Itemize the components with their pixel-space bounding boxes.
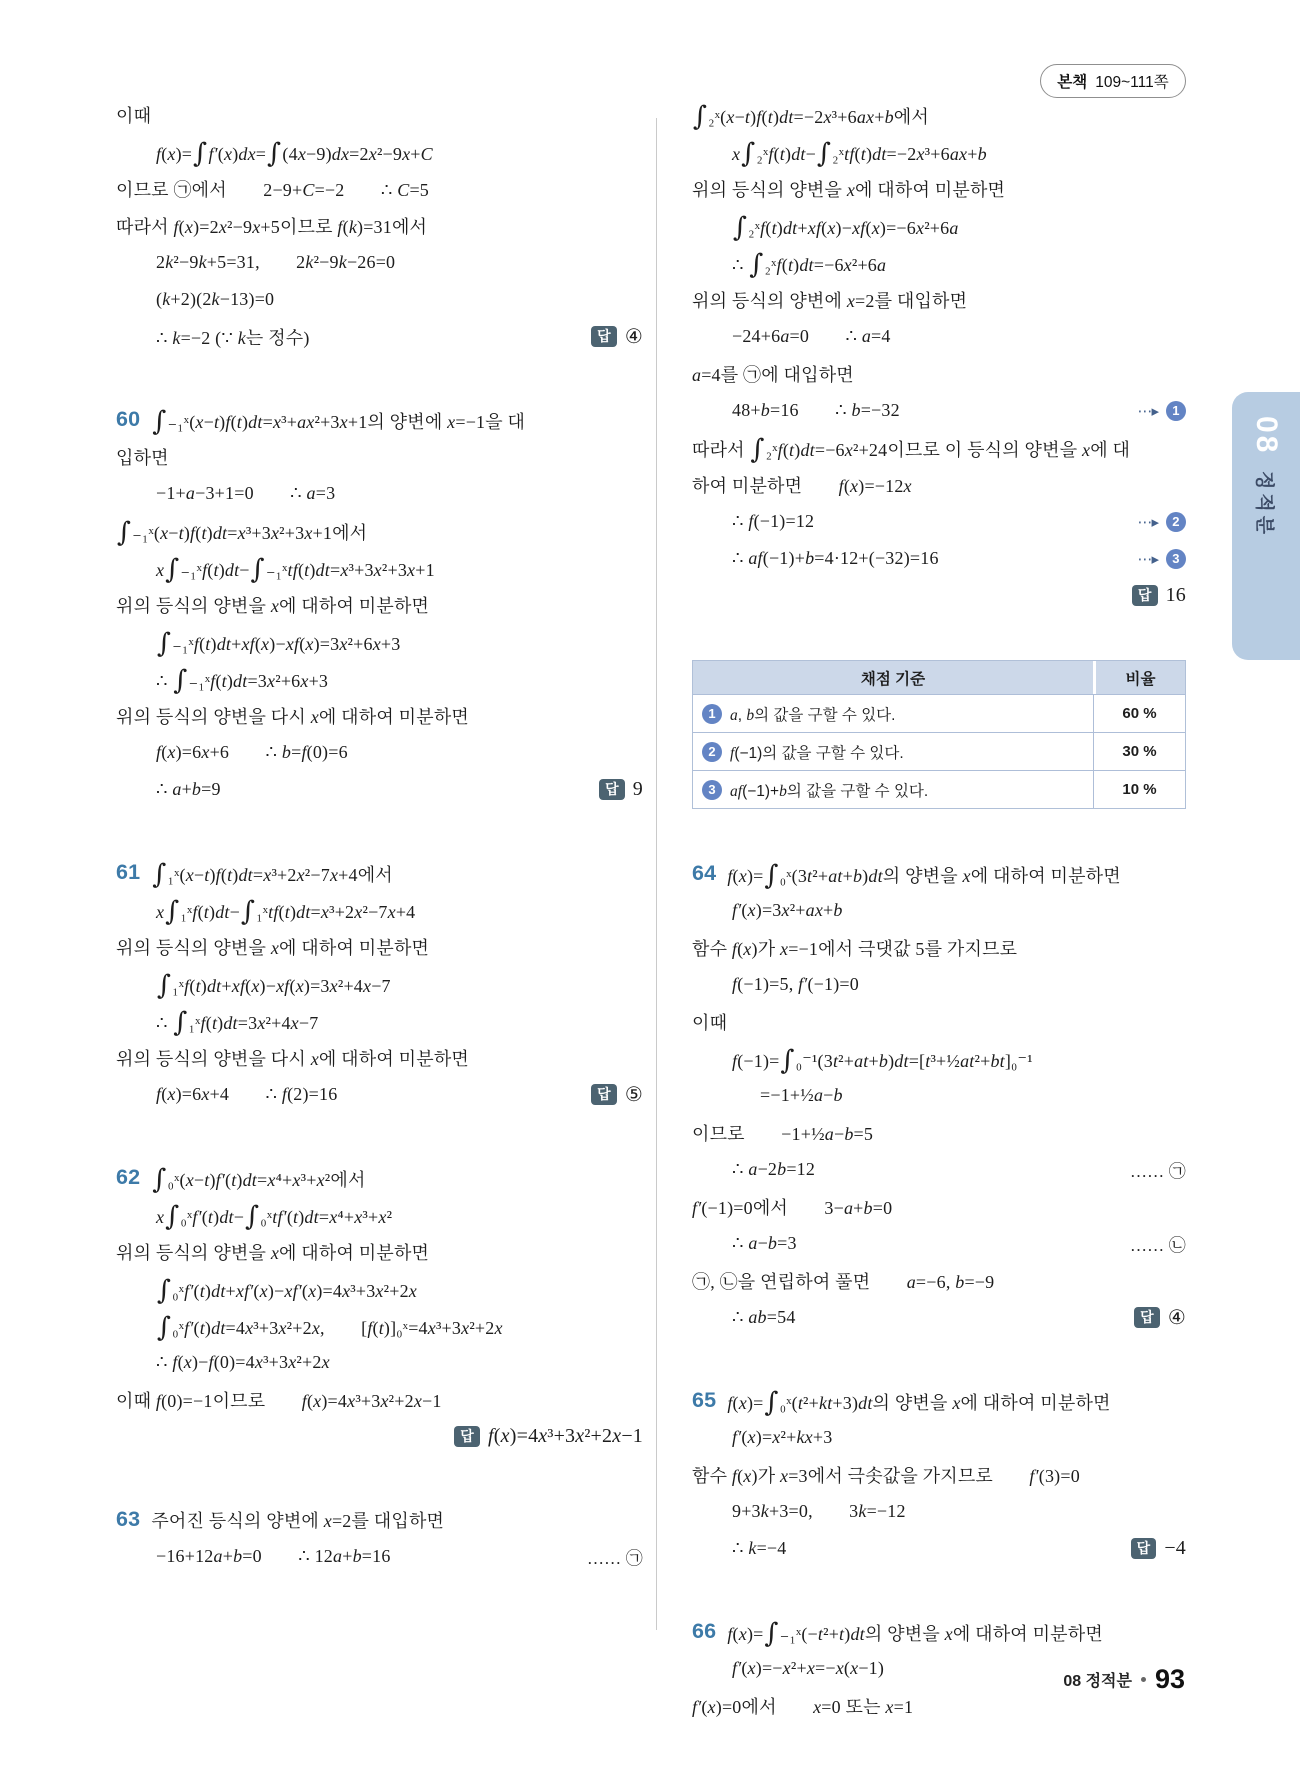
line-text: a=4를 ㉠에 대입하면	[692, 364, 854, 385]
line-text: ∫₁ˣ(x−t)f(t)dt=x³+2x²−7x+4에서	[152, 858, 393, 890]
solution-line	[692, 355, 1186, 392]
solution-block-64	[692, 855, 1186, 1336]
integral-sign: ∫	[764, 859, 779, 891]
answer-value: 16	[1165, 584, 1186, 606]
integral-sign: ∫	[157, 970, 172, 1001]
solution-line	[692, 1299, 1186, 1336]
solution-line	[692, 892, 1186, 929]
solution-line	[116, 771, 643, 808]
solution-line	[116, 1039, 643, 1076]
solution-line	[116, 1307, 643, 1344]
line-text: ∴ ∫₂ˣf(t)dt=−6x²+6a	[732, 249, 887, 280]
line-text: ∴ a−2b=12	[732, 1159, 816, 1179]
answer-value: −4	[1164, 1537, 1186, 1559]
line-text: 따라서 ∫₂ˣf(t)dt=−6x²+24이므로 이 등식의 양변을 x에 대	[692, 433, 1131, 465]
integral-sign: ∫	[117, 516, 132, 548]
line-tail	[1125, 512, 1186, 532]
integral-sign: ∫	[250, 554, 265, 585]
grading-criteria-table	[692, 660, 1186, 809]
line-text: f′(x)=3x²+ax+b	[732, 900, 843, 920]
grading-table-row	[693, 770, 1185, 808]
integral-sign: ∫	[157, 1275, 172, 1306]
step-number-marker: 1	[1166, 401, 1186, 421]
badge-book-label: 본책	[1057, 74, 1088, 91]
answer-value: ④	[1167, 1307, 1186, 1329]
line-text: −16+12a+b=0 ∴ 12a+b=16	[156, 1546, 391, 1566]
solution-line	[692, 133, 1186, 170]
line-text: ∫₋₁ˣf(t)dt+xf(x)−xf(x)=3x²+6x+3	[157, 628, 401, 659]
grading-table-row	[693, 694, 1185, 732]
equation-ref-marker: …… ㉠	[586, 1549, 643, 1568]
answer-badge: 답	[591, 326, 617, 348]
line-text: ∴ ab=54	[732, 1307, 796, 1327]
line-text: 입하면	[116, 447, 169, 468]
integral-sign: ∫	[165, 896, 180, 927]
solution-block-65	[692, 1382, 1186, 1567]
solution-line	[116, 1076, 643, 1113]
integral-sign: ∫	[152, 858, 167, 890]
line-tail	[1118, 1157, 1186, 1182]
line-text: 위의 등식의 양변을 다시 x에 대하여 미분하면	[116, 1048, 469, 1069]
solution-line	[116, 623, 643, 660]
line-text: 위의 등식의 양변을 x에 대하여 미분하면	[116, 595, 430, 616]
solution-line	[116, 891, 643, 928]
line-text: ∴ k=−4	[732, 1538, 787, 1558]
integral-sign: ∫	[152, 405, 167, 437]
line-text: 위의 등식의 양변을 x에 대하여 미분하면	[116, 1242, 430, 1263]
integral-sign: ∫	[741, 138, 756, 169]
solution-line	[116, 244, 643, 281]
line-text: 48+b=16 ∴ b=−32	[732, 400, 900, 420]
column-divider	[656, 118, 657, 1630]
solution-line	[692, 392, 1186, 429]
line-text: x∫₁ˣf(t)dt−∫₁ˣtf(t)dt=x³+2x²−7x+4	[156, 896, 416, 927]
integral-sign: ∫	[780, 1045, 795, 1076]
line-text: ∴ k=−2 (∵ k는 정수)	[156, 327, 310, 348]
line-text: f(−1)=5, f′(−1)=0	[732, 974, 859, 994]
grading-row-ratio: 30 %	[1093, 733, 1185, 770]
line-text: 9+3k+3=0, 3k=−12	[732, 1501, 906, 1521]
integral-sign: ∫	[165, 1201, 180, 1232]
line-text: ∴ a+b=9	[156, 779, 221, 799]
solution-line	[692, 1456, 1186, 1493]
solution-line	[692, 207, 1186, 244]
solution-line	[116, 96, 643, 133]
integral-sign: ∫	[157, 1312, 172, 1343]
integral-sign: ∫	[764, 1386, 779, 1418]
line-text: 이때	[116, 105, 152, 126]
solution-line	[116, 854, 643, 891]
problem-number: 63	[116, 1507, 141, 1531]
solution-line	[692, 1613, 1186, 1650]
line-text: 주어진 등식의 양변에 x=2를 대입하면	[151, 1510, 445, 1531]
line-text: 위의 등식의 양변을 다시 x에 대하여 미분하면	[116, 706, 469, 727]
line-text: ∴ f(−1)=12	[732, 511, 815, 531]
solution-line	[116, 1381, 643, 1418]
chapter-side-tab	[1232, 392, 1300, 660]
solution-line	[116, 928, 643, 965]
solution-line	[116, 207, 643, 244]
solution-line	[116, 170, 643, 207]
grading-table-header	[693, 661, 1185, 694]
line-text: ∫₁ˣf(t)dt+xf(x)−xf(x)=3x²+4x−7	[157, 970, 391, 1001]
integral-sign: ∫	[733, 212, 748, 243]
line-tail	[1120, 584, 1186, 607]
problem-number: 64	[692, 861, 717, 885]
grading-header-criteria: 채점 기준	[860, 670, 926, 688]
grading-row-ratio: 10 %	[1093, 771, 1185, 808]
line-text: 이므로 −1+½a−b=5	[692, 1123, 874, 1144]
grading-row-text: af(−1)+b의 값을 구할 수 있다.	[730, 782, 929, 800]
line-text: x∫₀ˣf′(t)dt−∫₀ˣtf′(t)dt=x⁴+x³+x²	[156, 1201, 393, 1232]
solution-line	[116, 438, 643, 475]
grading-row-text: a, b의 값을 구할 수 있다.	[730, 706, 896, 724]
line-text: ∴ ∫₁ˣf(t)dt=3x²+4x−7	[156, 1007, 319, 1038]
solution-line	[692, 1382, 1186, 1419]
answer-badge: 답	[599, 779, 625, 801]
grading-row-text: f(−1)의 값을 구할 수 있다.	[730, 744, 904, 762]
solution-block-continued	[692, 96, 1186, 614]
solution-line	[116, 1418, 643, 1455]
line-tail	[587, 778, 643, 801]
chapter-title: 정적분	[1253, 471, 1275, 539]
solution-line	[692, 503, 1186, 540]
solution-line	[116, 1196, 643, 1233]
line-text: ∫₀ˣf′(t)dt=4x³+3x²+2x, [f(t)]₀ˣ=4x³+3x²+2x	[157, 1312, 503, 1343]
integral-sign: ∫	[165, 554, 180, 585]
solution-line	[692, 966, 1186, 1003]
line-text: ∫₋₁ˣ(x−t)f(t)dt=x³+3x²+3x+1에서	[117, 516, 368, 548]
solution-line	[116, 1233, 643, 1270]
solution-line	[116, 586, 643, 623]
solution-line	[116, 734, 643, 771]
solution-line	[692, 855, 1186, 892]
equation-ref-marker: …… ㉡	[1129, 1236, 1186, 1255]
line-text: 따라서 f(x)=2x²−9x+5이므로 f(k)=31에서	[116, 216, 428, 237]
line-text: f′(x)=0에서 x=0 또는 x=1	[692, 1696, 914, 1717]
line-text: ∫₋₁ˣ(x−t)f(t)dt=x³+ax²+3x+1의 양변에 x=−1을 대	[152, 405, 526, 437]
line-text: f(x)=∫f′(x)dx=∫(4x−9)dx=2x²−9x+C	[156, 138, 433, 169]
solution-block-continued	[116, 96, 643, 355]
chapter-number: 08	[1250, 416, 1283, 456]
solution-line	[116, 401, 643, 438]
problem-number: 66	[692, 1619, 717, 1643]
line-text: ∴ ∫₋₁ˣf(t)dt=3x²+6x+3	[156, 665, 329, 696]
line-text: 이때	[692, 1012, 728, 1033]
grading-row-criteria	[693, 695, 1093, 732]
grading-row-ratio: 60 %	[1093, 695, 1185, 732]
solution-block-61	[116, 854, 643, 1113]
line-tail	[579, 324, 643, 349]
problem-number: 60	[116, 407, 141, 431]
solution-line	[692, 281, 1186, 318]
step-number-marker: 2	[1166, 512, 1186, 532]
solution-line	[692, 1114, 1186, 1151]
answer-value: ⑤	[624, 1084, 643, 1106]
grading-row-criteria	[693, 771, 1093, 808]
integral-sign: ∫	[157, 628, 172, 659]
solution-line	[692, 1419, 1186, 1456]
step-arrow-icon: ⋯▸	[1137, 549, 1158, 568]
line-text: 이므로 ㉠에서 2−9+C=−2 ∴ C=5	[116, 179, 429, 200]
line-text: 이때 f(0)=−1이므로 f(x)=4x³+3x²+2x−1	[116, 1390, 442, 1411]
line-tail	[1125, 549, 1186, 569]
answer-badge: 답	[1134, 1307, 1160, 1329]
line-text: 하여 미분하면 f(x)=−12x	[692, 475, 912, 496]
solution-line	[116, 512, 643, 549]
grading-row-criteria	[693, 733, 1093, 770]
solution-line	[692, 577, 1186, 614]
line-text: 위의 등식의 양변에 x=2를 대입하면	[692, 290, 968, 311]
integral-sign: ∫	[693, 100, 708, 132]
integral-sign: ∫	[152, 1163, 167, 1195]
left-column	[116, 96, 643, 1621]
integral-sign: ∫	[245, 1201, 260, 1232]
grading-table-block	[692, 660, 1186, 809]
problem-number: 62	[116, 1165, 141, 1189]
solution-line	[116, 660, 643, 697]
integral-sign: ∫	[750, 433, 765, 465]
solution-line	[692, 540, 1186, 577]
page-footer	[1063, 1666, 1185, 1693]
right-column	[692, 96, 1186, 1770]
line-text: x∫₋₁ˣf(t)dt−∫₋₁ˣtf(t)dt=x³+3x²+3x+1	[156, 554, 435, 585]
solution-line	[116, 1538, 643, 1575]
solution-line	[116, 1159, 643, 1196]
grading-table-row	[693, 732, 1185, 770]
problem-number: 65	[692, 1388, 717, 1412]
solution-line	[692, 170, 1186, 207]
integral-sign: ∫	[764, 1617, 779, 1649]
integral-sign: ∫	[193, 138, 208, 169]
line-text: 함수 f(x)가 x=3에서 극솟값을 가지므로 f′(3)=0	[692, 1465, 1080, 1486]
line-text: f(x)=∫₋₁ˣ(−t²+t)dt의 양변을 x에 대하여 미분하면	[727, 1617, 1103, 1649]
answer-badge: 답	[1131, 1538, 1157, 1560]
integral-sign: ∫	[267, 138, 282, 169]
line-text: ∴ af(−1)+b=4·12+(−32)=16	[732, 548, 939, 568]
solution-line	[692, 244, 1186, 281]
problem-number: 61	[116, 860, 141, 884]
line-tail	[575, 1544, 643, 1569]
integral-sign: ∫	[749, 249, 764, 280]
solution-line	[692, 1225, 1186, 1262]
solution-line	[692, 1530, 1186, 1567]
line-text: ∫₂ˣ(x−t)f(t)dt=−2x³+6ax+b에서	[693, 100, 929, 132]
line-text: (k+2)(2k−13)=0	[156, 289, 275, 309]
line-text: ∫₀ˣf′(t)dt+xf′(x)−xf′(x)=4x³+3x²+2x	[157, 1275, 417, 1306]
solution-line	[116, 281, 643, 318]
line-tail	[1122, 1305, 1186, 1330]
step-number-marker: 2	[702, 742, 722, 762]
line-text: =−1+½a−b	[760, 1085, 843, 1105]
solution-line	[692, 1040, 1186, 1077]
line-tail	[1118, 1231, 1186, 1256]
badge-page-range: 109~111쪽	[1095, 74, 1169, 91]
solution-line	[692, 1262, 1186, 1299]
integral-sign: ∫	[173, 665, 188, 696]
solution-line	[116, 1270, 643, 1307]
solution-line	[116, 475, 643, 512]
line-text: ∫₀ˣ(x−t)f′(t)dt=x⁴+x³+x²에서	[152, 1163, 366, 1195]
solution-line	[116, 697, 643, 734]
integral-sign: ∫	[816, 138, 832, 169]
solution-line	[692, 1077, 1186, 1114]
equation-ref-marker: …… ㉠	[1129, 1162, 1186, 1181]
line-text: f′(x)=−x²+x=−x(x−1)	[732, 1658, 885, 1678]
line-text: f(x)=6x+4 ∴ f(2)=16	[156, 1084, 338, 1104]
line-text: f(x)=∫₀ˣ(3t²+at+b)dt의 양변을 x에 대하여 미분하면	[727, 859, 1121, 891]
solution-line	[692, 1493, 1186, 1530]
answer-badge: 답	[454, 1426, 480, 1448]
answer-badge: 답	[1132, 585, 1158, 607]
step-number-marker: 3	[1166, 549, 1186, 569]
answer-value: 9	[632, 778, 643, 800]
solution-line	[692, 1188, 1186, 1225]
solution-block-62	[116, 1159, 643, 1455]
line-text: −1+a−3+1=0 ∴ a=3	[156, 483, 336, 503]
solution-line	[116, 133, 643, 170]
footer-dot-icon	[1141, 1677, 1146, 1682]
solution-line	[116, 1344, 643, 1381]
solution-block-63	[116, 1501, 643, 1575]
line-text: 위의 등식의 양변을 x에 대하여 미분하면	[116, 937, 430, 958]
solution-line	[692, 318, 1186, 355]
line-text: 위의 등식의 양변을 x에 대하여 미분하면	[692, 179, 1006, 200]
step-number-marker: 3	[702, 780, 722, 800]
solution-line	[692, 1151, 1186, 1188]
line-text: 2k²−9k+5=31, 2k²−9k−26=0	[156, 252, 396, 272]
line-text: ∴ f(x)−f(0)=4x³+3x²+2x	[156, 1352, 330, 1372]
step-number-marker: 1	[702, 704, 722, 724]
footer-page-number: 93	[1154, 1664, 1185, 1694]
book-page-ref-badge	[1040, 64, 1186, 98]
line-text: −24+6a=0 ∴ a=4	[732, 326, 891, 346]
solution-line	[692, 96, 1186, 133]
solution-line	[116, 1501, 643, 1538]
solution-line	[116, 318, 643, 355]
line-text: f(−1)=∫₀⁻¹(3t²+at+b)dt=[t³+½at²+bt]₀⁻¹	[732, 1045, 1033, 1076]
solution-line	[692, 466, 1186, 503]
line-text: ∴ a−b=3	[732, 1233, 797, 1253]
line-text: 함수 f(x)가 x=−1에서 극댓값 5를 가지므로	[692, 938, 1018, 959]
line-tail	[579, 1082, 643, 1107]
line-tail	[1125, 401, 1186, 421]
line-tail	[1119, 1537, 1186, 1560]
solution-block-60	[116, 401, 643, 808]
integral-sign: ∫	[240, 896, 256, 927]
footer-chapter-label: 08 정적분	[1063, 1673, 1132, 1690]
line-text: f′(−1)=0에서 3−a+b=0	[692, 1197, 893, 1218]
line-tail	[442, 1425, 643, 1448]
line-text: f′(x)=x²+kx+3	[732, 1427, 833, 1447]
integral-sign: ∫	[173, 1007, 188, 1038]
line-text: x∫₂ˣf(t)dt−∫₂ˣtf(t)dt=−2x³+6ax+b	[732, 138, 987, 169]
solution-line	[692, 929, 1186, 966]
solution-line	[692, 1003, 1186, 1040]
answer-badge: 답	[591, 1084, 617, 1106]
line-text: ∫₂ˣf(t)dt+xf(x)−xf(x)=−6x²+6a	[733, 212, 959, 243]
answer-value: f(x)=4x³+3x²+2x−1	[488, 1425, 643, 1447]
solution-line	[692, 429, 1186, 466]
line-text: f(x)=6x+6 ∴ b=f(0)=6	[156, 742, 348, 762]
grading-header-ratio: 비율	[1093, 661, 1185, 694]
solution-line	[116, 549, 643, 586]
solution-line	[116, 1002, 643, 1039]
answer-value: ④	[624, 326, 643, 348]
line-text: f(x)=∫₀ˣ(t²+kt+3)dt의 양변을 x에 대하여 미분하면	[727, 1386, 1111, 1418]
step-arrow-icon: ⋯▸	[1137, 512, 1158, 531]
step-arrow-icon: ⋯▸	[1137, 401, 1158, 420]
solution-line	[116, 965, 643, 1002]
line-text: ㉠, ㉡을 연립하여 풀면 a=−6, b=−9	[692, 1271, 995, 1292]
